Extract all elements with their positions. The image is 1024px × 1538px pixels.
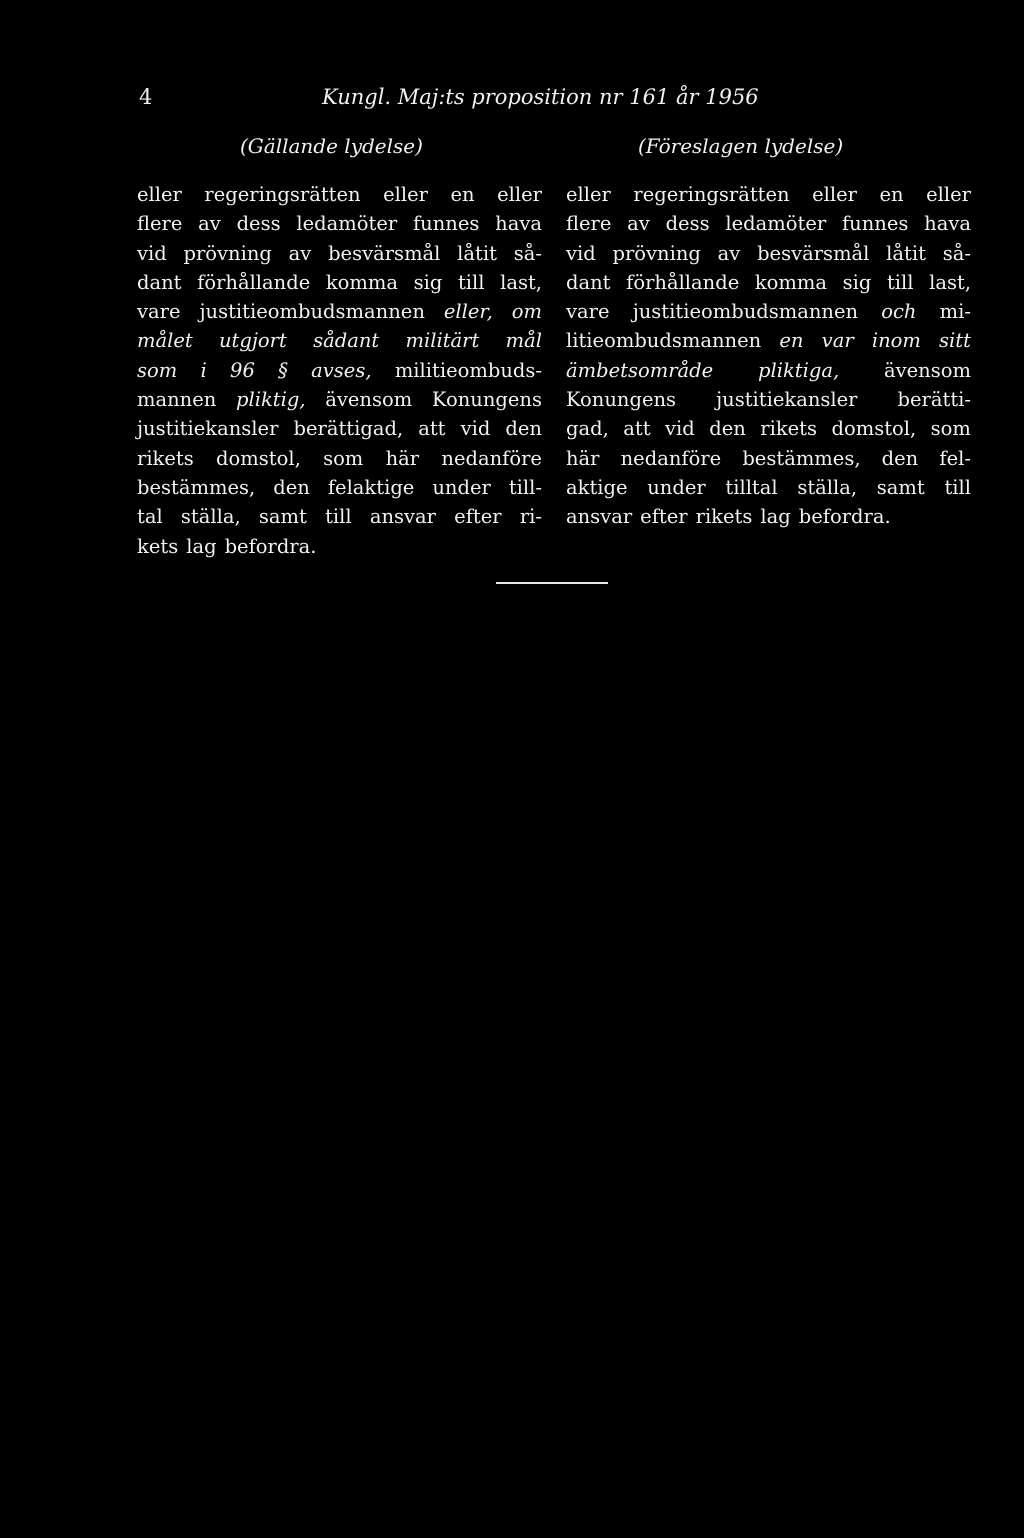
italic-word: 96 xyxy=(230,358,255,382)
text-line xyxy=(566,297,971,326)
word: att xyxy=(418,417,446,441)
word: eller xyxy=(497,183,542,206)
word: den xyxy=(273,475,310,499)
text-line xyxy=(137,414,542,443)
italic-word: om xyxy=(511,300,542,324)
word: tal xyxy=(137,505,163,529)
text-line xyxy=(137,209,542,238)
word: rikets xyxy=(137,446,194,470)
word: vid xyxy=(460,417,491,441)
word: bestämmes, xyxy=(137,475,256,499)
text-line xyxy=(137,444,542,473)
text-line xyxy=(566,209,971,238)
word: militieombuds- xyxy=(394,358,542,382)
word: tilltal xyxy=(725,475,778,499)
word: domstol, xyxy=(216,446,301,470)
word: Konungens xyxy=(431,388,542,412)
italic-word: som xyxy=(137,358,178,382)
word: komma xyxy=(325,270,399,294)
word: domstol, xyxy=(831,417,917,441)
word: ävensom xyxy=(884,358,971,382)
word: efter xyxy=(454,505,502,529)
word: ävensom xyxy=(325,388,413,412)
word: en xyxy=(879,183,904,206)
word: till xyxy=(944,475,971,499)
word: eller xyxy=(383,183,428,206)
word: sig xyxy=(842,270,872,294)
italic-word: ämbetsområde xyxy=(566,358,714,382)
text-line xyxy=(137,297,542,326)
text-line xyxy=(137,180,542,209)
text-line xyxy=(137,356,542,385)
word: eller xyxy=(926,183,971,206)
text-line xyxy=(137,502,542,531)
word: prövning xyxy=(183,241,272,265)
text-line xyxy=(137,385,542,414)
word: eller xyxy=(566,183,611,206)
word: dant xyxy=(566,270,611,294)
italic-word: eller, xyxy=(443,300,493,324)
word: sig xyxy=(413,270,443,294)
word: ställa, xyxy=(797,475,858,499)
text-line xyxy=(137,268,542,297)
word: låtit xyxy=(457,241,497,265)
word: regeringsrätten xyxy=(633,183,790,206)
word: vid xyxy=(566,241,596,265)
word: den xyxy=(505,417,542,441)
word: last, xyxy=(500,270,542,294)
word: besvärsmål xyxy=(328,241,441,265)
word: samt xyxy=(876,475,925,499)
word: lag xyxy=(760,505,791,529)
word: funnes xyxy=(841,212,909,236)
word: som xyxy=(930,417,971,441)
text-line xyxy=(566,326,971,355)
word: felaktige xyxy=(327,475,415,499)
italic-word: målet xyxy=(137,329,193,353)
word: av xyxy=(717,241,741,265)
left-column-heading: (Gällande lydelse) xyxy=(240,134,423,158)
word: befordra. xyxy=(224,534,317,558)
word: regeringsrätten xyxy=(204,183,361,206)
word: att xyxy=(623,417,651,441)
section-end-rule xyxy=(496,582,608,584)
text-line xyxy=(137,473,542,502)
word: ledamöter xyxy=(296,212,398,236)
word: hava xyxy=(924,212,971,236)
word: Konungens xyxy=(566,388,677,412)
word: berätti- xyxy=(897,388,971,412)
text-line xyxy=(566,239,971,268)
right-column-heading: (Föreslagen lydelse) xyxy=(638,134,844,158)
word: rikets xyxy=(695,505,753,529)
word: så- xyxy=(513,241,542,265)
word: dess xyxy=(236,212,281,236)
text-line xyxy=(566,268,971,297)
word: mi- xyxy=(939,300,971,324)
italic-word: militärt xyxy=(405,329,480,353)
word: justitieombudsmannen xyxy=(632,300,859,324)
italic-word: sitt xyxy=(939,329,971,353)
word: av xyxy=(198,212,221,236)
word: lag xyxy=(186,534,217,558)
word: hava xyxy=(495,212,542,236)
word: till- xyxy=(508,475,542,499)
running-title: Kungl. Maj:ts proposition nr 161 år 1956 xyxy=(322,85,759,109)
word: under xyxy=(432,475,491,499)
word: eller xyxy=(812,183,857,206)
word: litieombudsmannen xyxy=(566,329,762,353)
current-wording-column xyxy=(137,180,542,561)
word: ansvar xyxy=(369,505,436,529)
text-line xyxy=(566,502,971,531)
word: komma xyxy=(754,270,828,294)
word: befordra. xyxy=(798,505,891,529)
italic-word: pliktig, xyxy=(236,388,306,412)
word: eller xyxy=(137,183,182,206)
word: den xyxy=(881,446,919,470)
word: till xyxy=(886,270,914,294)
word: här xyxy=(385,446,420,470)
text-line xyxy=(566,444,971,473)
word: förhållande xyxy=(626,270,740,294)
text-line xyxy=(566,414,971,443)
word: ledamöter xyxy=(725,212,827,236)
word: en xyxy=(450,183,475,206)
page-number: 4 xyxy=(139,85,153,109)
word: aktige xyxy=(566,475,628,499)
word: under xyxy=(647,475,706,499)
word: låtit xyxy=(886,241,926,265)
text-line xyxy=(137,532,542,561)
word: förhållande xyxy=(197,270,311,294)
word: samt xyxy=(258,505,307,529)
word: dess xyxy=(665,212,710,236)
word: här xyxy=(566,446,600,470)
word: ri- xyxy=(519,505,542,529)
word: rikets xyxy=(760,417,818,441)
word: ställa, xyxy=(180,505,241,529)
text-line xyxy=(137,239,542,268)
italic-word: inom xyxy=(871,329,921,353)
word: gad, xyxy=(566,417,609,441)
proposed-wording-column xyxy=(566,180,971,532)
word: vare xyxy=(137,300,181,324)
word: ansvar xyxy=(566,505,633,529)
text-line xyxy=(566,180,971,209)
italic-word: var xyxy=(821,329,854,353)
word: besvärsmål xyxy=(757,241,870,265)
word: som xyxy=(323,446,364,470)
italic-word: utgjort xyxy=(219,329,287,353)
italic-word: pliktiga, xyxy=(758,358,840,382)
word: nedanföre xyxy=(441,446,542,470)
word: kets xyxy=(137,534,179,558)
word: vare xyxy=(566,300,610,324)
text-line xyxy=(137,326,542,355)
italic-word: sådant xyxy=(313,329,380,353)
word: prövning xyxy=(612,241,701,265)
italic-word: § xyxy=(278,358,288,382)
word: flere xyxy=(566,212,612,236)
word: berättigad, xyxy=(293,417,404,441)
word: så- xyxy=(942,241,971,265)
text-line xyxy=(566,385,971,414)
italic-word: och xyxy=(881,300,917,324)
text-line xyxy=(566,473,971,502)
word: funnes xyxy=(412,212,480,236)
word: flere xyxy=(137,212,183,236)
italic-word: mål xyxy=(505,329,542,353)
word: justitiekansler xyxy=(137,417,279,441)
word: av xyxy=(627,212,650,236)
italic-word: i xyxy=(200,358,207,382)
text-line xyxy=(566,356,971,385)
word: bestämmes, xyxy=(742,446,861,470)
word: vid xyxy=(137,241,167,265)
word: mannen xyxy=(137,388,217,412)
word: vid xyxy=(665,417,695,441)
word: fel- xyxy=(939,446,971,470)
word: last, xyxy=(929,270,971,294)
word: den xyxy=(709,417,746,441)
word: efter xyxy=(640,505,688,529)
word: justitiekansler xyxy=(716,388,858,412)
word: till xyxy=(325,505,352,529)
word: till xyxy=(457,270,485,294)
word: nedanföre xyxy=(620,446,722,470)
italic-word: avses, xyxy=(311,358,372,382)
word: justitieombudsmannen xyxy=(199,300,425,324)
word: av xyxy=(288,241,312,265)
italic-word: en xyxy=(779,329,804,353)
word: dant xyxy=(137,270,182,294)
